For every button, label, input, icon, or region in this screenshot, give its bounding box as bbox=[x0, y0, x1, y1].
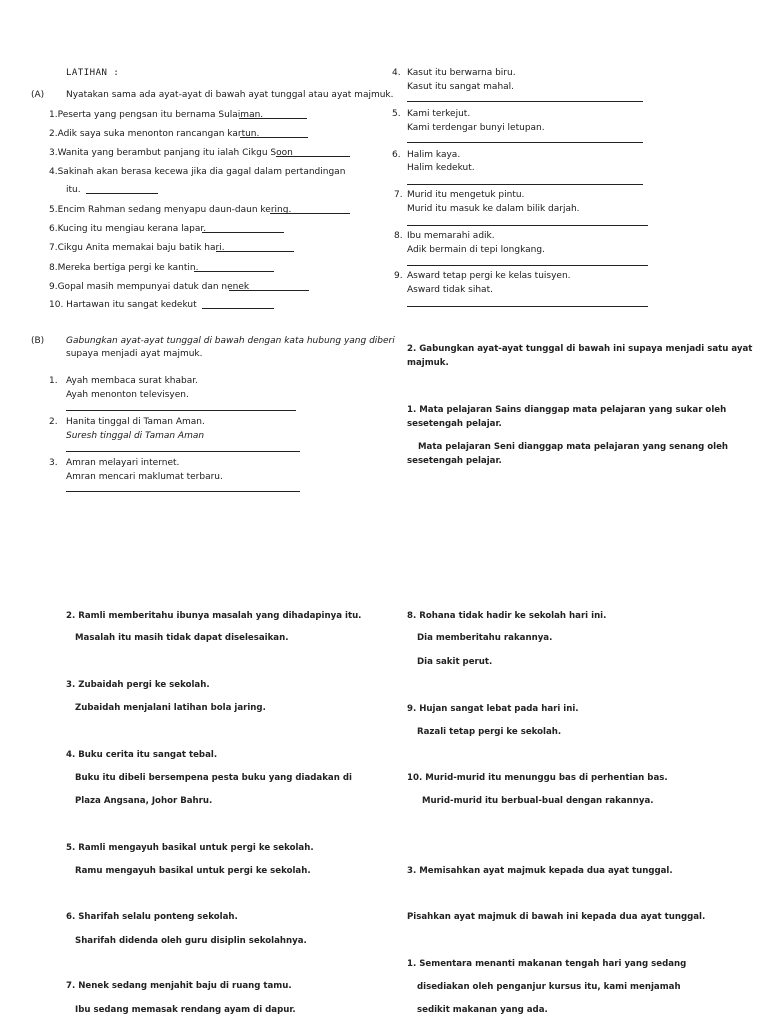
lr-q10-line1: 10. Murid-murid itu menunggu bas di perhentian bas. bbox=[407, 773, 668, 783]
answer-line[interactable] bbox=[270, 213, 350, 214]
right-item-9-num: 9. bbox=[394, 271, 403, 281]
section-2-title-2: majmuk. bbox=[407, 358, 449, 368]
b-item-1-num: 1. bbox=[49, 376, 58, 386]
ll-q6-line2: Sharifah didenda oleh guru disiplin sekolahnya. bbox=[75, 936, 307, 946]
b-item-2-num: 2. bbox=[49, 417, 58, 427]
right-item-4-line1: Kasut itu berwarna biru. bbox=[407, 68, 516, 78]
answer-line[interactable] bbox=[66, 410, 296, 411]
a-item-4-cont: itu. bbox=[66, 185, 81, 195]
right-item-7-line1: Murid itu mengetuk pintu. bbox=[407, 190, 525, 200]
lr-q10-line2: Murid-murid itu berbual-bual dengan rakannya. bbox=[422, 796, 654, 806]
answer-line[interactable] bbox=[407, 225, 648, 226]
answer-line[interactable] bbox=[276, 156, 350, 157]
lr-q8-line1: 8. Rohana tidak hadir ke sekolah hari ini. bbox=[407, 611, 607, 621]
lr-q9-line2: Razali tetap pergi ke sekolah. bbox=[417, 727, 562, 737]
right-item-4-num: 4. bbox=[392, 68, 401, 78]
answer-line[interactable] bbox=[202, 232, 284, 233]
exercise-heading: LATIHAN : bbox=[66, 68, 120, 78]
s2-q1-line3: Mata pelajaran Seni dianggap mata pelajaran yang senang oleh bbox=[418, 442, 729, 452]
section-b-instruction-1: Gabungkan ayat-ayat tunggal di bawah dengan kata hubung yang diberi bbox=[66, 336, 395, 346]
ll-q7-line2: Ibu sedang memasak rendang ayam di dapur. bbox=[75, 1005, 296, 1015]
right-item-8-line1: Ibu memarahi adik. bbox=[407, 231, 495, 241]
ll-q4-line3: Plaza Angsana, Johor Bahru. bbox=[75, 796, 213, 806]
ll-q5-line2: Ramu mengayuh basikal untuk pergi ke sekolah. bbox=[75, 866, 311, 876]
right-item-6-line1: Halim kaya. bbox=[407, 150, 461, 160]
s3-q1-line3: sedikit makanan yang ada. bbox=[417, 1005, 548, 1015]
a-item-2: 2.Adik saya suka menonton rancangan kartun. bbox=[49, 129, 260, 139]
b-item-1-line2: Ayah menonton televisyen. bbox=[66, 390, 189, 400]
section-b-instruction-2: supaya menjadi ayat majmuk. bbox=[66, 349, 203, 359]
a-item-5: 5.Encim Rahman sedang menyapu daun-daun kering. bbox=[49, 205, 292, 215]
lr-q8-line2: Dia memberitahu rakannya. bbox=[417, 633, 553, 643]
answer-line[interactable] bbox=[194, 271, 274, 272]
lr-q8-line3: Dia sakit perut. bbox=[417, 657, 493, 667]
right-item-9-line1: Asward tetap pergi ke kelas tuisyen. bbox=[407, 271, 571, 281]
section-a-marker: (A) bbox=[31, 90, 45, 100]
a-item-9: 9.Gopal masih mempunyai datuk dan nenek bbox=[49, 282, 250, 292]
a-item-10: 10. Hartawan itu sangat kedekut bbox=[49, 300, 197, 310]
ll-q3-line1: 3. Zubaidah pergi ke sekolah. bbox=[66, 680, 210, 690]
right-item-7-num: 7. bbox=[394, 190, 403, 200]
answer-line[interactable] bbox=[407, 184, 643, 185]
ll-q5-line1: 5. Ramli mengayuh basikal untuk pergi ke sekolah. bbox=[66, 843, 314, 853]
a-item-1: 1.Peserta yang pengsan itu bernama Sulaiman. bbox=[49, 110, 264, 120]
b-item-3-num: 3. bbox=[49, 458, 58, 468]
answer-line[interactable] bbox=[66, 491, 300, 492]
ll-q2-line2: Masalah itu masih tidak dapat diselesaikan. bbox=[75, 633, 289, 643]
answer-line[interactable] bbox=[66, 451, 300, 452]
b-item-1-line1: Ayah membaca surat khabar. bbox=[66, 376, 198, 386]
right-item-6-num: 6. bbox=[392, 150, 401, 160]
ll-q3-line2: Zubaidah menjalani latihan bola jaring. bbox=[75, 703, 266, 713]
b-item-3-line1: Amran melayari internet. bbox=[66, 458, 180, 468]
s2-q1-line4: sesetengah pelajar. bbox=[407, 456, 502, 466]
section-3-instruction: Pisahkan ayat majmuk di bawah ini kepada dua ayat tunggal. bbox=[407, 912, 706, 922]
b-item-3-line2: Amran mencari maklumat terbaru. bbox=[66, 472, 223, 482]
answer-line[interactable] bbox=[229, 290, 309, 291]
ll-q4-line2: Buku itu dibeli bersempena pesta buku yang diadakan di bbox=[75, 773, 352, 783]
answer-line[interactable] bbox=[407, 306, 648, 307]
s2-q1-line1: 1. Mata pelajaran Sains dianggap mata pelajaran yang sukar oleh bbox=[407, 405, 727, 415]
right-item-8-num: 8. bbox=[394, 231, 403, 241]
s2-q1-line2: sesetengah pelajar. bbox=[407, 419, 502, 429]
section-2-title-1: 2. Gabungkan ayat-ayat tunggal di bawah ini supaya menjadi satu ayat bbox=[407, 344, 753, 354]
ll-q4-line1: 4. Buku cerita itu sangat tebal. bbox=[66, 750, 218, 760]
answer-line[interactable] bbox=[407, 265, 648, 266]
section-3-title: 3. Memisahkan ayat majmuk kepada dua ayat tunggal. bbox=[407, 866, 673, 876]
right-item-5-num: 5. bbox=[392, 109, 401, 119]
right-item-5-line2: Kami terdengar bunyi letupan. bbox=[407, 123, 545, 133]
s3-q1-line1: 1. Sementara menanti makanan tengah hari yang sedang bbox=[407, 959, 687, 969]
right-item-8-line2: Adik bermain di tepi longkang. bbox=[407, 245, 545, 255]
a-item-7: 7.Cikgu Anita memakai baju batik hari. bbox=[49, 243, 225, 253]
right-item-4-line2: Kasut itu sangat mahal. bbox=[407, 82, 515, 92]
ll-q6-line1: 6. Sharifah selalu ponteng sekolah. bbox=[66, 912, 238, 922]
section-a-instruction: Nyatakan sama ada ayat-ayat di bawah ayat tunggal atau ayat majmuk. bbox=[66, 90, 394, 100]
b-item-2-line2: Suresh tinggal di Taman Aman bbox=[66, 431, 205, 441]
answer-line[interactable] bbox=[239, 118, 307, 119]
right-item-5-line1: Kami terkejut. bbox=[407, 109, 471, 119]
answer-line[interactable] bbox=[216, 251, 294, 252]
right-item-6-line2: Halim kedekut. bbox=[407, 163, 475, 173]
answer-line[interactable] bbox=[407, 101, 643, 102]
answer-line[interactable] bbox=[240, 137, 308, 138]
a-item-6: 6.Kucing itu mengiau kerana lapar. bbox=[49, 224, 207, 234]
ll-q7-line1: 7. Nenek sedang menjahit baju di ruang tamu. bbox=[66, 981, 292, 991]
a-item-4: 4.Sakinah akan berasa kecewa jika dia gagal dalam pertandingan bbox=[49, 167, 346, 177]
answer-line[interactable] bbox=[407, 142, 643, 143]
answer-line[interactable] bbox=[202, 308, 274, 309]
ll-q2-line1: 2. Ramli memberitahu ibunya masalah yang dihadapinya itu. bbox=[66, 611, 362, 621]
s3-q1-line2: disediakan oleh penganjur kursus itu, kami menjamah bbox=[417, 982, 681, 992]
right-item-9-line2: Asward tidak sihat. bbox=[407, 285, 493, 295]
b-item-2-line1: Hanita tinggal di Taman Aman. bbox=[66, 417, 205, 427]
a-item-3: 3.Wanita yang berambut panjang itu ialah Cikgu Soon bbox=[49, 148, 293, 158]
lr-q9-line1: 9. Hujan sangat lebat pada hari ini. bbox=[407, 704, 579, 714]
a-item-8: 8.Mereka bertiga pergi ke kantin. bbox=[49, 263, 199, 273]
right-item-7-line2: Murid itu masuk ke dalam bilik darjah. bbox=[407, 204, 580, 214]
answer-line[interactable] bbox=[86, 193, 158, 194]
section-b-marker: (B) bbox=[31, 336, 45, 346]
